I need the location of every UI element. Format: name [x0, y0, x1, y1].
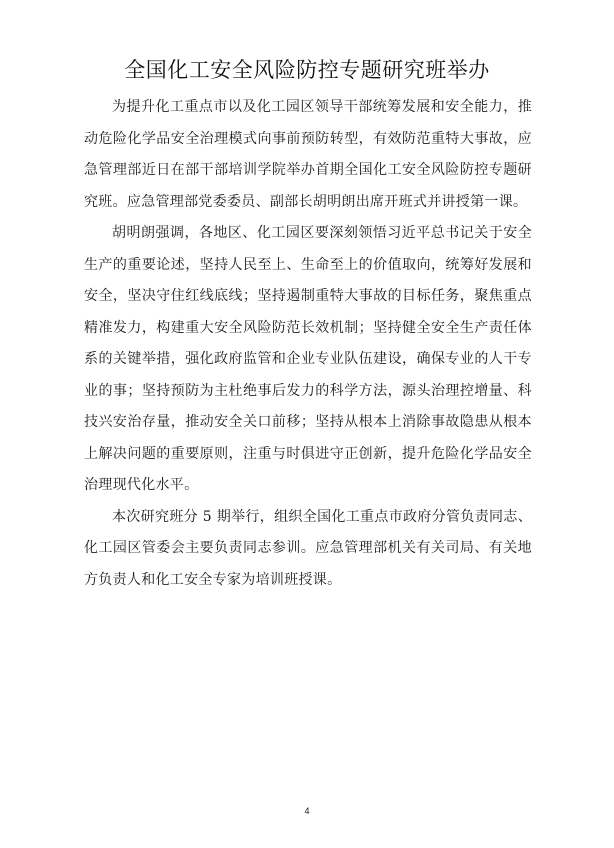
- document-body: [84, 92, 532, 596]
- paragraph-remarks: 胡明朗强调，各地区、化工园区要深刻领悟习近平总书记关于安全生产的重要论述，坚持人民至上、生命至上的价值取向，统筹好发展和安全，坚决守住红线底线；坚持遏制重特大事故的目标任务，聚焦重点精准发力，构建重大安全风险防范长效机制；坚持健全安全生产责任体系的关键举措，强化政府监管和企业专业队伍建设，确保专业的人干专业的事；坚持预防为主杜绝事后发力的科学方法，源头治理控增量、科技兴安治存量，推动安全关口前移；坚持从根本上消除事故隐患从根本上解决问题的重要原则，注重与时俱进守正创新，提升危险化学品安全治理现代化水平。: [84, 225, 532, 493]
- document-title: 全国化工安全风险防控专题研究班举办: [124, 58, 490, 82]
- paragraph-schedule: 本次研究班分 5 期举行，组织全国化工重点市政府分管负责同志、化工园区管委会主要负责同志参训。应急管理部机关有关司局、有关地方负责人和化工安全专家为培训班授课。: [84, 508, 532, 588]
- paragraph-intro: 为提升化工重点市以及化工园区领导干部统筹发展和安全能力，推动危险化学品安全治理模式向事前预防转型，有效防范重特大事故，应急管理部近日在部干部培训学院举办首期全国化工安全风险防控专题研究班。应急管理部党委委员、副部长胡明朗出席开班式并讲授第一课。: [84, 99, 532, 210]
- page-number: 4: [304, 806, 310, 816]
